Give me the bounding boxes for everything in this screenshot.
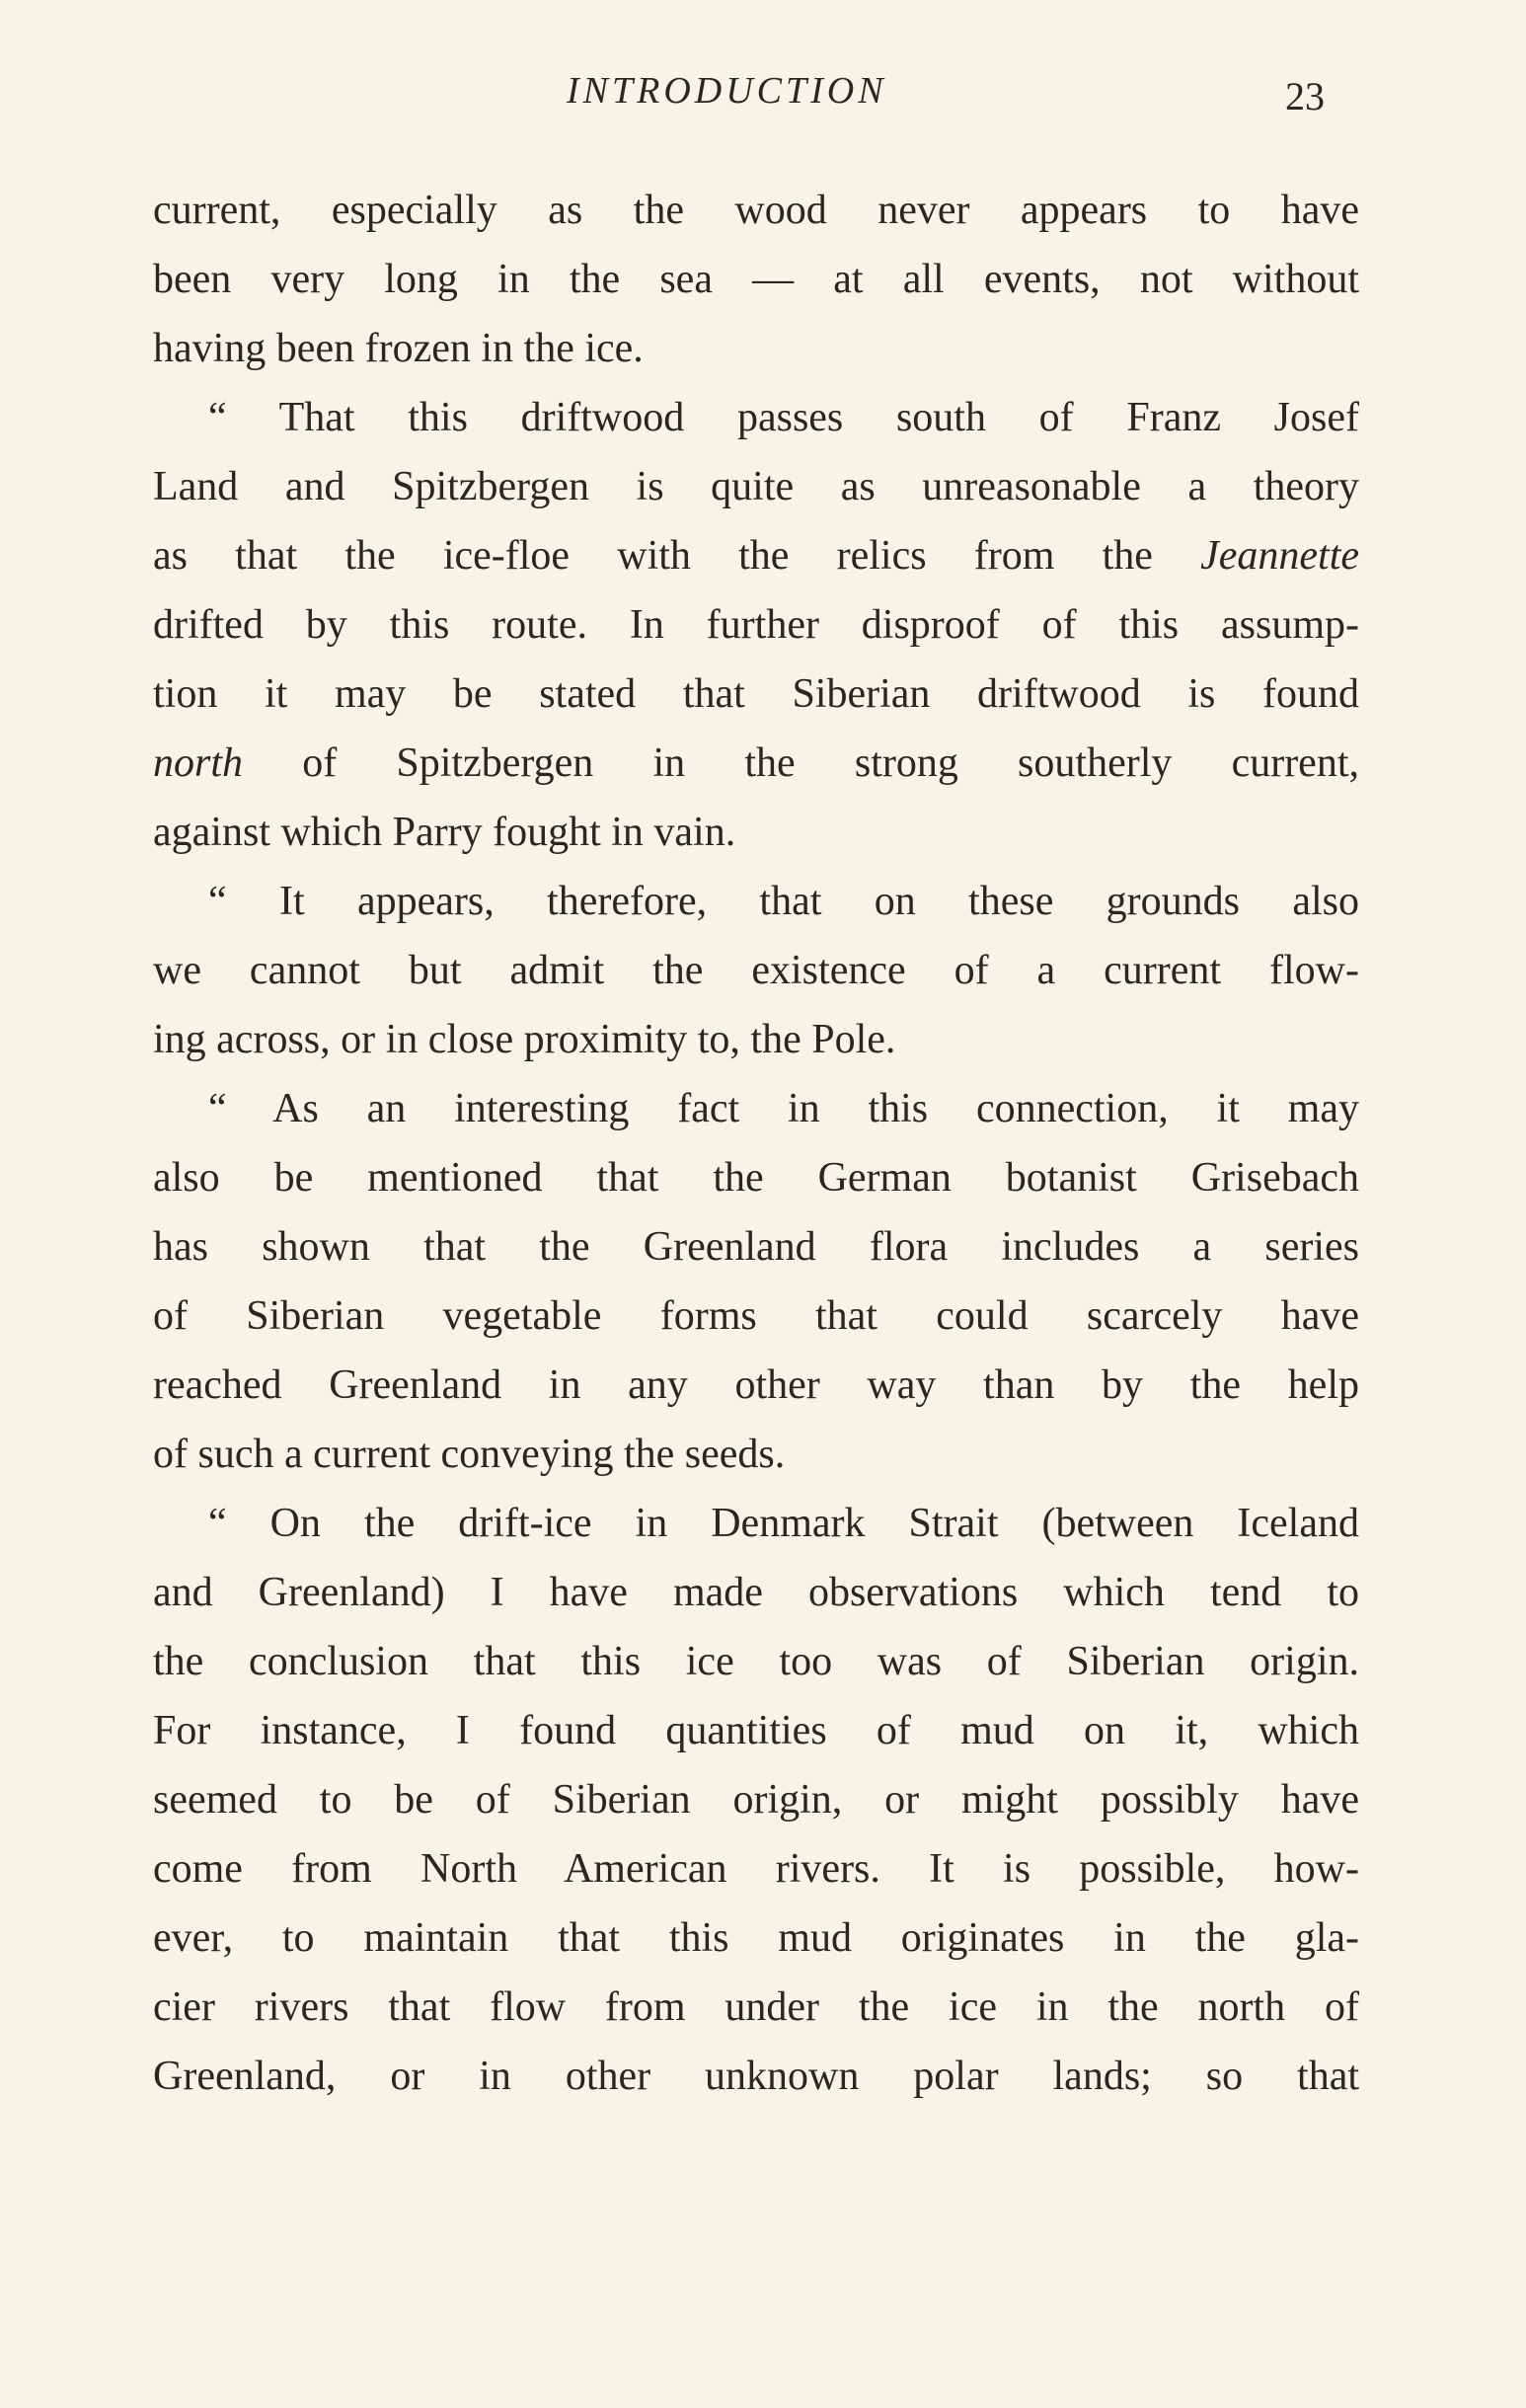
text-segment: For instance, I found quantities of mud on it, which — [153, 1708, 1359, 1753]
text-segment: Greenland, or in other unknown polar lands; so that — [153, 2054, 1359, 2099]
text-line — [153, 1973, 1359, 2042]
text-segment: also be mentioned that the German botanist Grisebach — [153, 1155, 1359, 1201]
text-segment: against which Parry fought in vain. — [153, 810, 736, 855]
text-line — [153, 1558, 1359, 1627]
text-line — [153, 1834, 1359, 1903]
text-line — [153, 936, 1359, 1005]
text-segment: come from North American rivers. It is possible, how- — [153, 1846, 1359, 1892]
text-segment: reached Greenland in any other way than by the help — [153, 1362, 1359, 1408]
text-segment: has shown that the Greenland flora includes a series — [153, 1224, 1359, 1270]
text-line — [153, 1420, 1359, 1489]
running-title: INTRODUCTION — [567, 70, 887, 112]
text-segment: of Spitzbergen in the strong southerly current, — [243, 740, 1359, 786]
text-line — [153, 245, 1359, 314]
text-line — [153, 314, 1359, 383]
text-segment: ever, to maintain that this mud originates in the gla- — [153, 1915, 1359, 1961]
text-line — [153, 1282, 1359, 1351]
text-segment: seemed to be of Siberian origin, or might possibly have — [153, 1777, 1359, 1823]
text-line — [153, 2042, 1359, 2111]
text-line — [153, 1074, 1359, 1143]
text-segment: “ On the drift-ice in Denmark Strait (between Iceland — [208, 1501, 1359, 1546]
text-segment: of such a current conveying the seeds. — [153, 1432, 786, 1477]
body-text — [153, 176, 1359, 2111]
text-line — [153, 1143, 1359, 1212]
text-segment: and Greenland) I have made observations which tend to — [153, 1570, 1359, 1615]
text-segment: drifted by this route. In further disproof of this assump- — [153, 602, 1359, 648]
text-segment: we cannot but admit the existence of a current flow- — [153, 948, 1359, 993]
text-segment: cier rivers that flow from under the ice in the north of — [153, 1984, 1359, 2030]
text-line — [153, 1212, 1359, 1282]
page-number: 23 — [1285, 74, 1325, 118]
text-line — [153, 1627, 1359, 1696]
text-line — [153, 176, 1359, 245]
text-line — [153, 1765, 1359, 1834]
text-segment: tion it may be stated that Siberian driftwood is found — [153, 671, 1359, 717]
text-line — [153, 452, 1359, 521]
text-segment: “ It appears, therefore, that on these grounds also — [208, 879, 1359, 924]
text-line — [153, 798, 1359, 867]
text-line — [153, 521, 1359, 590]
text-segment: “ As an interesting fact in this connection, it may — [208, 1086, 1359, 1131]
text-line — [153, 729, 1359, 798]
text-line — [153, 1903, 1359, 1973]
running-head — [0, 61, 1526, 120]
text-line — [153, 1005, 1359, 1074]
text-line — [153, 1489, 1359, 1558]
text-line — [153, 1696, 1359, 1765]
italic-text: north — [153, 740, 244, 786]
text-segment: of Siberian vegetable forms that could scarcely have — [153, 1293, 1359, 1339]
text-segment: the conclusion that this ice too was of Siberian origin. — [153, 1639, 1359, 1684]
italic-text: Jeannette — [1200, 533, 1359, 579]
text-segment: Land and Spitzbergen is quite as unreasonable a theory — [153, 464, 1359, 509]
text-segment: ing across, or in close proximity to, the Pole. — [153, 1017, 896, 1062]
text-segment: been very long in the sea — at all events, not without — [153, 257, 1359, 302]
text-line — [153, 1351, 1359, 1420]
text-line — [153, 383, 1359, 452]
text-line — [153, 867, 1359, 936]
text-segment: “ That this driftwood passes south of Franz Josef — [208, 395, 1359, 440]
text-segment: having been frozen in the ice. — [153, 326, 644, 371]
text-line — [153, 660, 1359, 729]
text-segment: current, especially as the wood never appears to have — [153, 188, 1359, 233]
text-segment: as that the ice-floe with the relics from the — [153, 533, 1201, 579]
text-line — [153, 590, 1359, 660]
